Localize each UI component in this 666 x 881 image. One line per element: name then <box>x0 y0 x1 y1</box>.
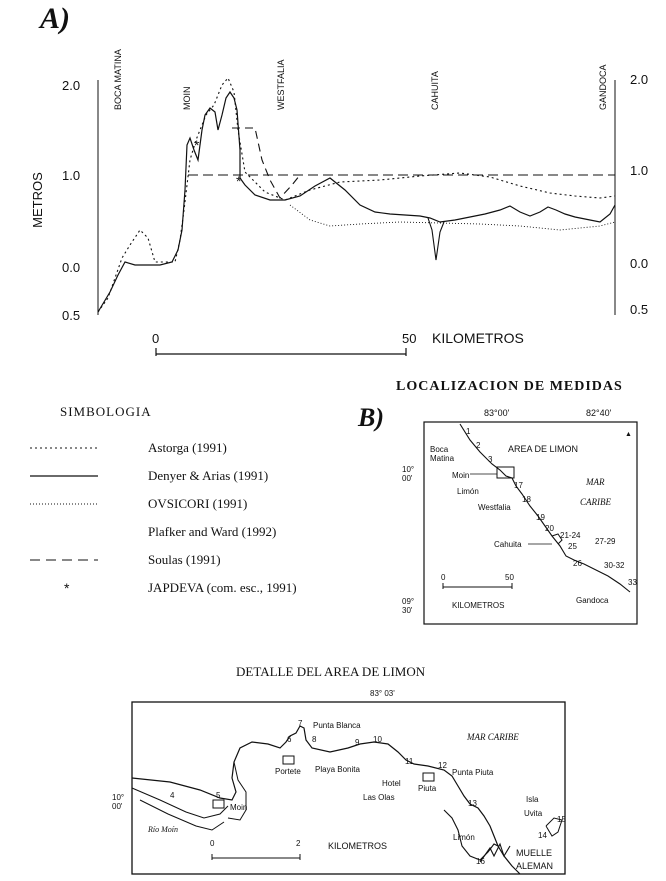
detail-num-4: 4 <box>170 791 175 800</box>
map-b-lon-1: 83°00' <box>484 408 510 418</box>
detail-num-10: 10 <box>373 735 382 744</box>
station-cahuita: CAHUITA <box>430 71 440 110</box>
detail-map-lat: 10° 00' <box>112 793 125 811</box>
series-denyer-arias <box>98 92 615 312</box>
detail-num-5: 5 <box>216 791 221 800</box>
series-ovsicori <box>290 205 615 230</box>
detail-sea: MAR CARIBE <box>467 732 519 742</box>
detail-num-15: 15 <box>557 815 566 824</box>
detail-place-playa-bonita: Playa Bonita <box>315 765 360 774</box>
map-b-num-33: 33 <box>628 578 637 587</box>
detail-place-aleman: ALEMAN <box>516 861 554 871</box>
map-b-place-cahuita: Cahuita <box>494 540 522 549</box>
detail-piuta-building <box>423 773 434 781</box>
detail-num-12: 12 <box>438 761 447 770</box>
right-tick-3: 0.0 <box>630 256 649 271</box>
detail-coastline <box>132 726 520 874</box>
detail-moin-building <box>213 800 224 808</box>
detail-place-hotel: Hotel <box>382 779 401 788</box>
map-b-num-3: 3 <box>488 455 493 464</box>
legend-label-soulas: Soulas (1991) <box>148 552 221 567</box>
map-b-num-20: 20 <box>545 524 554 533</box>
scale-a-unit: KILOMETROS <box>432 330 524 346</box>
station-moin: MOIN <box>182 86 192 110</box>
legend-label-denyer: Denyer & Arias (1991) <box>148 468 269 483</box>
detail-place-limon: Limón <box>453 833 475 842</box>
map-b-num-25: 25 <box>568 542 577 551</box>
y-axis-label: METROS <box>30 172 45 228</box>
detail-num-8: 8 <box>312 735 317 744</box>
map-b-num-1: 1 <box>466 427 471 436</box>
right-tick-1: 2.0 <box>630 72 649 87</box>
map-b-place-gandoca: Gandoca <box>576 596 609 605</box>
map-b-header: LOCALIZACION DE MEDIDAS <box>396 379 623 394</box>
station-boca-matina: BOCA MATINA <box>113 49 123 110</box>
series-astorga <box>98 78 615 312</box>
station-gandoca: GANDOCA <box>598 64 608 110</box>
detail-place-rio-moin: Río Moín <box>148 825 178 834</box>
map-b-place-limon: Limón <box>457 487 479 496</box>
detail-place-muelle: MUELLE <box>516 848 553 858</box>
detail-place-piuta: Piuta <box>418 784 437 793</box>
map-b-num-27-29: 27-29 <box>595 537 616 546</box>
detail-num-14: 14 <box>538 831 547 840</box>
legend-label-japdeva: JAPDEVA (com. esc., 1991) <box>148 580 297 595</box>
detail-map <box>112 664 566 874</box>
map-b-num-30-32: 30-32 <box>604 561 625 570</box>
map-b-place-westfalia: Westfalia <box>478 503 511 512</box>
map-b-region: AREA DE LIMON <box>508 444 579 454</box>
right-tick-2: 1.0 <box>630 163 649 178</box>
detail-num-13: 13 <box>468 799 477 808</box>
map-b-scale-unit: KILOMETROS <box>452 601 505 610</box>
scale-a-end: 50 <box>402 331 417 346</box>
map-b <box>357 379 637 624</box>
detail-place-moin: Moin <box>230 803 248 812</box>
map-b-lat-1: 10° 00' <box>402 465 415 483</box>
detail-portete-building <box>283 756 294 764</box>
map-b-limon-box <box>497 467 514 478</box>
legend-swatch-japdeva: * <box>64 580 70 596</box>
left-tick-4: 0.5 <box>62 308 81 323</box>
map-b-north-arrow: ▲ <box>625 431 632 438</box>
legend-title: SIMBOLOGIA <box>60 404 152 419</box>
map-b-num-21-24: 21-24 <box>560 531 581 540</box>
detail-map-title: DETALLE DEL AREA DE LIMON <box>236 664 426 679</box>
japdeva-marker-1: * <box>194 137 200 153</box>
detail-place-punta-piuta: Punta Piuta <box>452 768 494 777</box>
series-cahuita-dip <box>428 218 444 260</box>
map-b-place-boca-matina: Boca Matina <box>430 445 455 463</box>
detail-place-portete: Portete <box>275 767 301 776</box>
map-b-lat-2: 09° 30' <box>402 597 415 615</box>
map-b-num-18: 18 <box>522 495 531 504</box>
map-b-num-17: 17 <box>514 481 523 490</box>
map-b-lon-2: 82°40' <box>586 408 612 418</box>
detail-place-punta-blanca: Punta Blanca <box>313 721 361 730</box>
detail-num-7: 7 <box>298 719 303 728</box>
detail-num-9: 9 <box>355 738 360 747</box>
detail-place-isla: Isla <box>526 795 539 804</box>
detail-scale-start: 0 <box>210 839 215 848</box>
map-b-sea: MAR CARIBE <box>580 477 611 507</box>
detail-scale-unit: KILOMETROS <box>328 841 388 851</box>
station-westfalia: WESTFALIA <box>276 59 286 110</box>
left-tick-1: 2.0 <box>62 78 81 93</box>
detail-num-6: 6 <box>287 735 292 744</box>
map-b-place-moin: Moin <box>452 471 470 480</box>
map-b-num-19: 19 <box>536 513 545 522</box>
map-b-scale-end: 50 <box>505 573 514 582</box>
legend-label-ovsicori: OVSICORI (1991) <box>148 496 248 511</box>
map-b-scale-start: 0 <box>441 573 446 582</box>
japdeva-marker-2: * <box>236 173 242 189</box>
series-soulas-peak <box>232 128 300 198</box>
left-tick-2: 1.0 <box>62 168 81 183</box>
detail-place-las-olas: Las Olas <box>363 793 395 802</box>
legend-label-plafker: Plafker and Ward (1992) <box>148 524 277 539</box>
map-b-num-26: 26 <box>573 559 582 568</box>
scale-a-start: 0 <box>152 331 160 346</box>
legend <box>30 404 297 596</box>
detail-scale-end: 2 <box>296 839 301 848</box>
panel-b-label: B) <box>358 403 384 432</box>
detail-num-16: 16 <box>476 857 485 866</box>
right-tick-4: 0.5 <box>630 302 649 317</box>
legend-label-astorga: Astorga (1991) <box>148 440 227 455</box>
panel-a <box>30 2 648 356</box>
detail-place-uvita: Uvita <box>524 809 543 818</box>
detail-num-11: 11 <box>405 757 414 766</box>
map-b-num-2: 2 <box>476 441 481 450</box>
left-tick-3: 0.0 <box>62 260 81 275</box>
panel-a-label: A) <box>40 2 70 35</box>
detail-map-lon: 83° 03' <box>370 689 395 698</box>
